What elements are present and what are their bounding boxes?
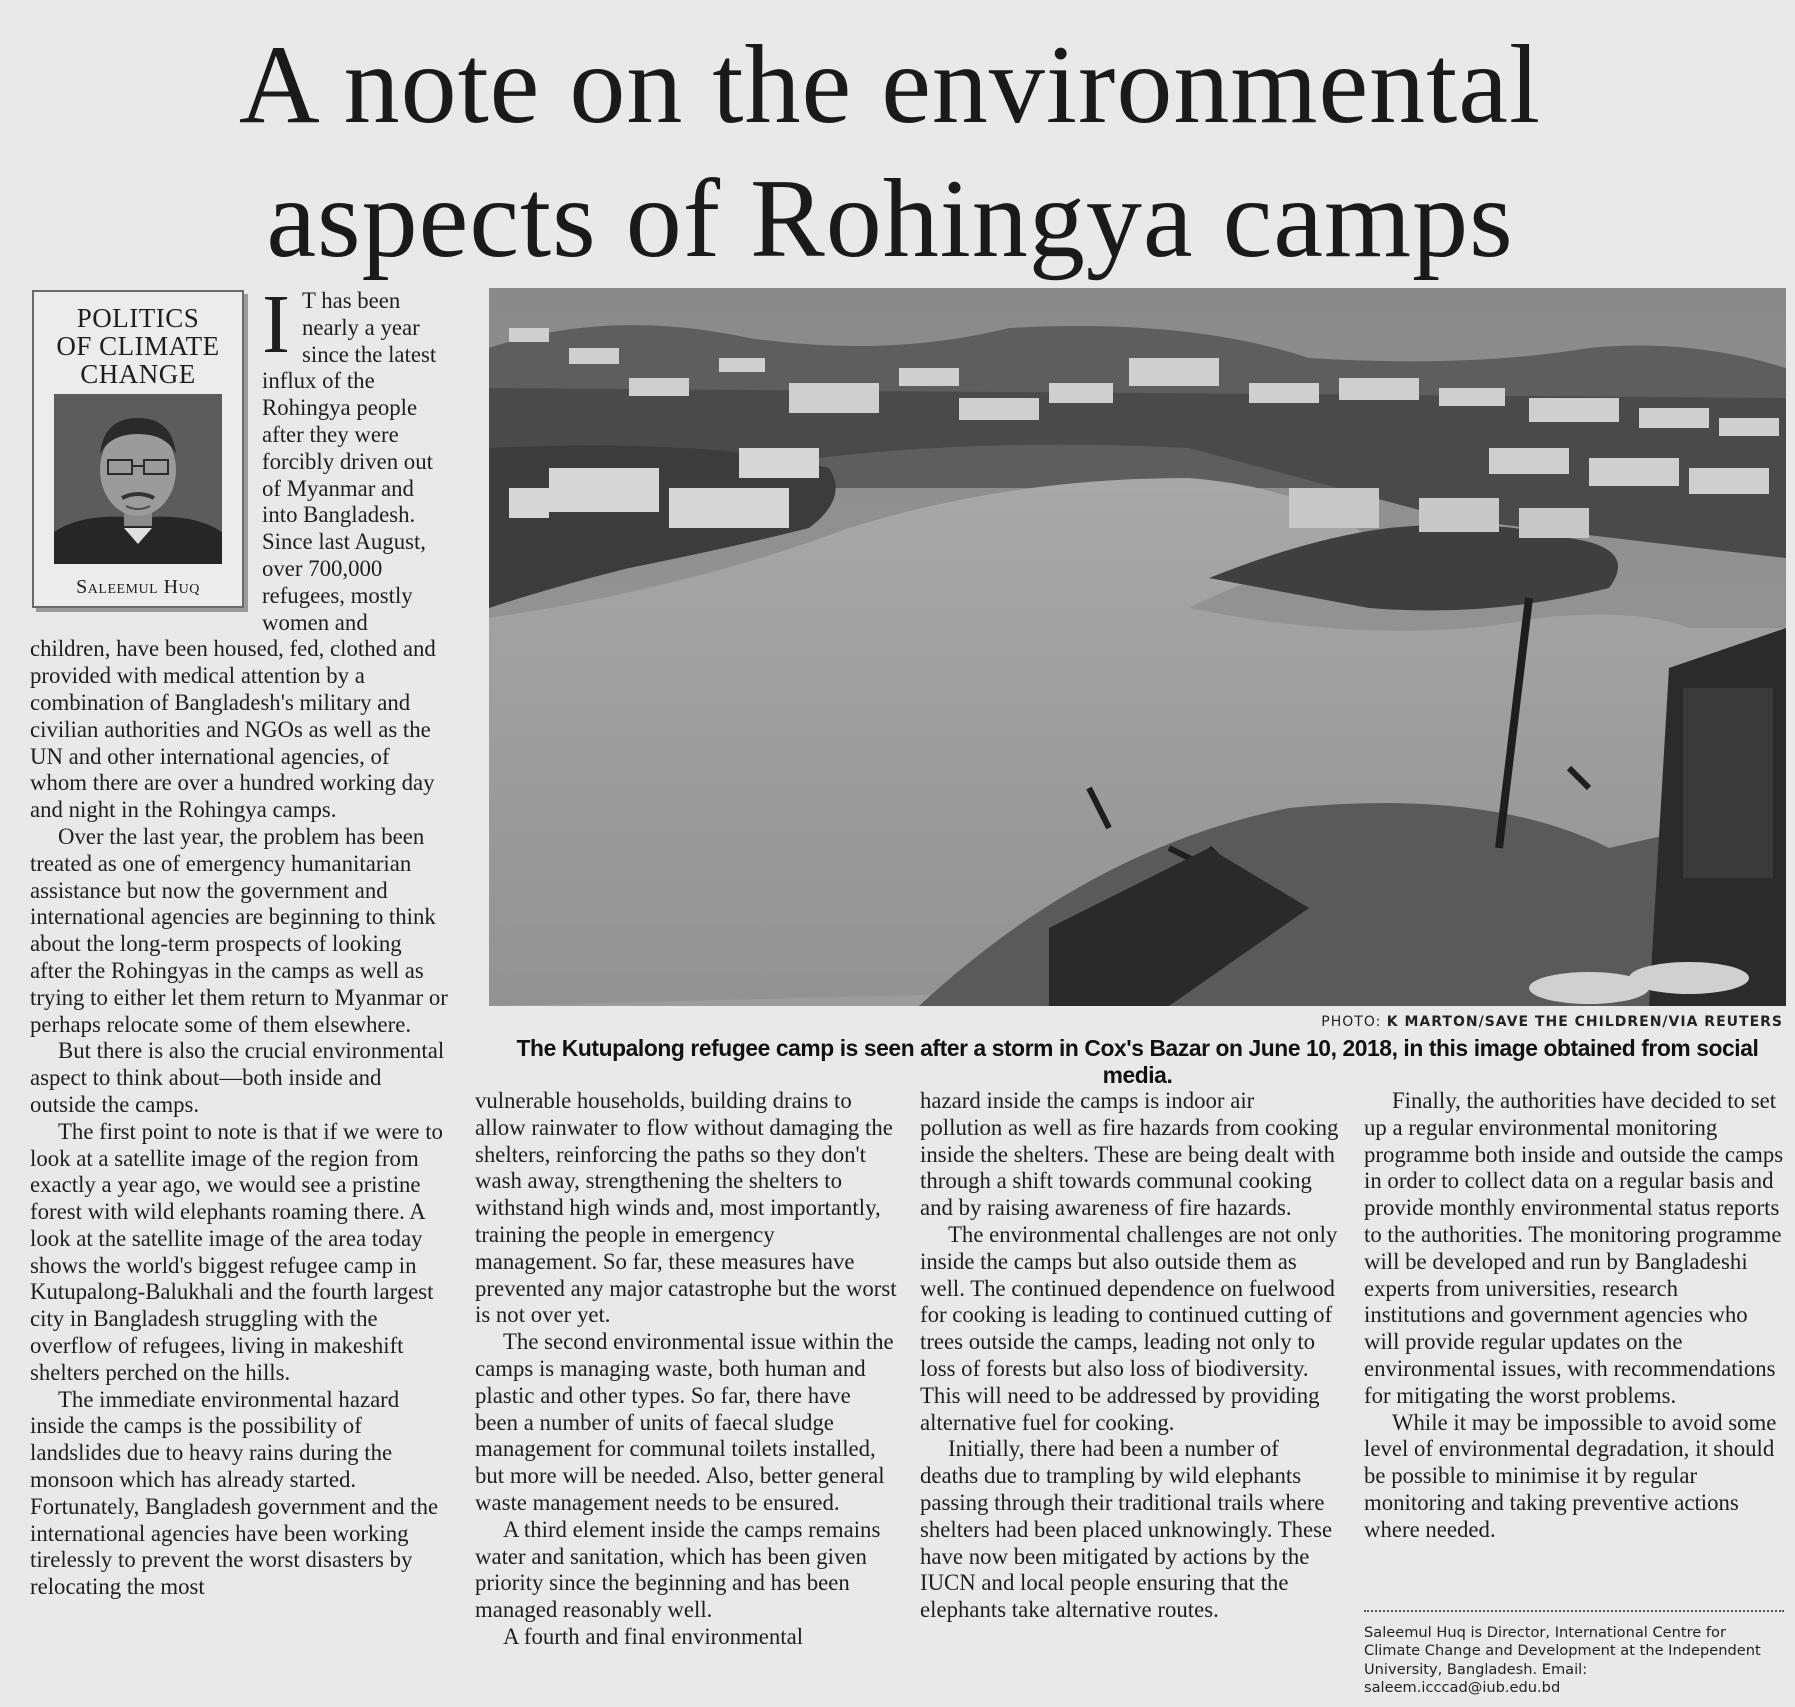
author-portrait-icon xyxy=(54,394,222,564)
headline-line-1: A note on the environmental xyxy=(238,23,1542,147)
photo-credit: PHOTO: K MARTON/SAVE THE CHILDREN/VIA REUTERS xyxy=(1321,1014,1783,1030)
article-column-2 xyxy=(475,1088,897,1651)
article-column-1 xyxy=(30,278,448,1601)
article-paragraph: Finally, the authorities have decided to set up a regular environmental monitoring programme both inside and outside the camps in order to collect data on a regular basis and provide monthly environmental status reports to the authorities. The monitoring programme will be developed and run by Bangladeshi experts from universities, research institutions and government agencies who will provide regular updates on the environmental issues, with recommendations for mitigating the worst problems. xyxy=(1364,1088,1784,1408)
article-paragraph: The second environmental issue within the camps is managing waste, both human and plastic and other types. So far, there have been a number of units of faecal sludge management for communal toilets installed, but more will be needed. Also, better general waste management needs to be ensured. xyxy=(475,1329,894,1515)
article-paragraph: While it may be impossible to avoid some level of environmental degradation, it should be possible to minimise it by regular monitoring and taking preventive actions where needed. xyxy=(1364,1409,1777,1542)
author-bio: Saleemul Huq is Director, International Centre for Climate Change and Development at the Independent University, Bangladesh. Email: saleem.icccad@iub.edu.bd xyxy=(1364,1610,1784,1698)
article-column-4 xyxy=(1364,1088,1784,1544)
column-kicker: POLITICS OF CLIMATE CHANGE xyxy=(56,303,220,389)
article-paragraph: Over the last year, the problem has been treated as one of emergency humanitarian assistance but now the government and international agencies are beginning to think about the long-term prospects of looking after the Rohingyas in the camps as well as trying to either let them return to Myanmar or perhaps relocate some of them elsewhere. xyxy=(30,823,448,1037)
headline-line-2: aspects of Rohingya camps xyxy=(266,157,1514,281)
author-portrait xyxy=(54,394,222,564)
article-paragraph: hazard inside the camps is indoor air pollution as well as fire hazards from cooking inside the shelters. These are being dealt with through a shift towards communal cooking and by raising awareness of fire hazards. xyxy=(920,1088,1339,1221)
author-byline: Saleemul Huq xyxy=(76,576,200,598)
article-paragraph: Initially, there had been a number of deaths due to trampling by wild elephants passing through their traditional trails where shelters had been placed unknowingly. These have now been mitigated by actions by the IUCN and local people ensuring that the elephants take alternative routes. xyxy=(920,1436,1333,1623)
article-column-3 xyxy=(920,1088,1342,1624)
refugee-camp-photo xyxy=(489,288,1786,1006)
article-paragraph: vulnerable households, building drains to allow rainwater to flow without damaging the shelters, reinforcing the paths so they don't wash away, strengthening the shelters to withstand high winds and, most importantly, training the people in emergency management. So far, these measures have prevented any major catastrophe but the worst is not over yet. xyxy=(475,1088,897,1328)
article-paragraph: A third element inside the camps remains water and sanitation, which has been given priority since the beginning and has been managed reasonably well. xyxy=(475,1516,881,1623)
article-paragraph: The environmental challenges are not only inside the camps but also outside them as well. The continued dependence on fuelwood for cooking is leading to continued cutting of trees outside the camps, leading not only to loss of forests but also loss of biodiversity. This will need to be addressed by providing alternative fuel for cooking. xyxy=(920,1221,1338,1435)
article-paragraph: A fourth and final environmental xyxy=(503,1623,804,1649)
article-paragraph: The immediate environmental hazard inside the camps is the possibility of landslides due to heavy rains during the monsoon which has already started. Fortunately, Bangladesh government and the international agencies have been working tirelessly to prevent the worst disasters by relocating the most xyxy=(30,1386,439,1600)
photo-caption: The Kutupalong refugee camp is seen after a storm in Cox's Bazar on June 10, 2018, in this image obtained from social media. xyxy=(516,1035,1759,1088)
columnist-boxout xyxy=(32,290,244,608)
article-paragraph: But there is also the crucial environmental aspect to think about—both inside and outside the camps. xyxy=(30,1038,445,1117)
article-paragraph: The first point to note is that if we were to look at a satellite image of the region from exactly a year ago, we would see a pristine forest with wild elephants roaming there. A look at the satellite image of the area today shows the world's biggest refugee camp in Kutupalong-Balukhali and the fourth largest city in Bangladesh struggling with the overflow of refugees, living in makeshift shelters perched on the hills. xyxy=(30,1118,443,1385)
author-email: saleem.icccad@iub.edu.bd xyxy=(1364,1679,1561,1697)
article-paragraph: I T has been nearly a year since the latest influx of the Rohingya people after they were forcibly driven out of Myanmar and into Bangladesh. Since last August, over 700,000 refugees, mostly women and children, have been housed, fed, clothed and provided with medical attention by a combination of Bangladesh's military and civilian authorities and NGOs as well as the UN and other international agencies, of whom there are over a hundred working day and night in the Rohingya camps. xyxy=(30,278,437,823)
drop-cap: I xyxy=(262,278,290,371)
refugee-camp-photo-icon xyxy=(489,288,1786,1006)
headline xyxy=(60,18,1720,286)
